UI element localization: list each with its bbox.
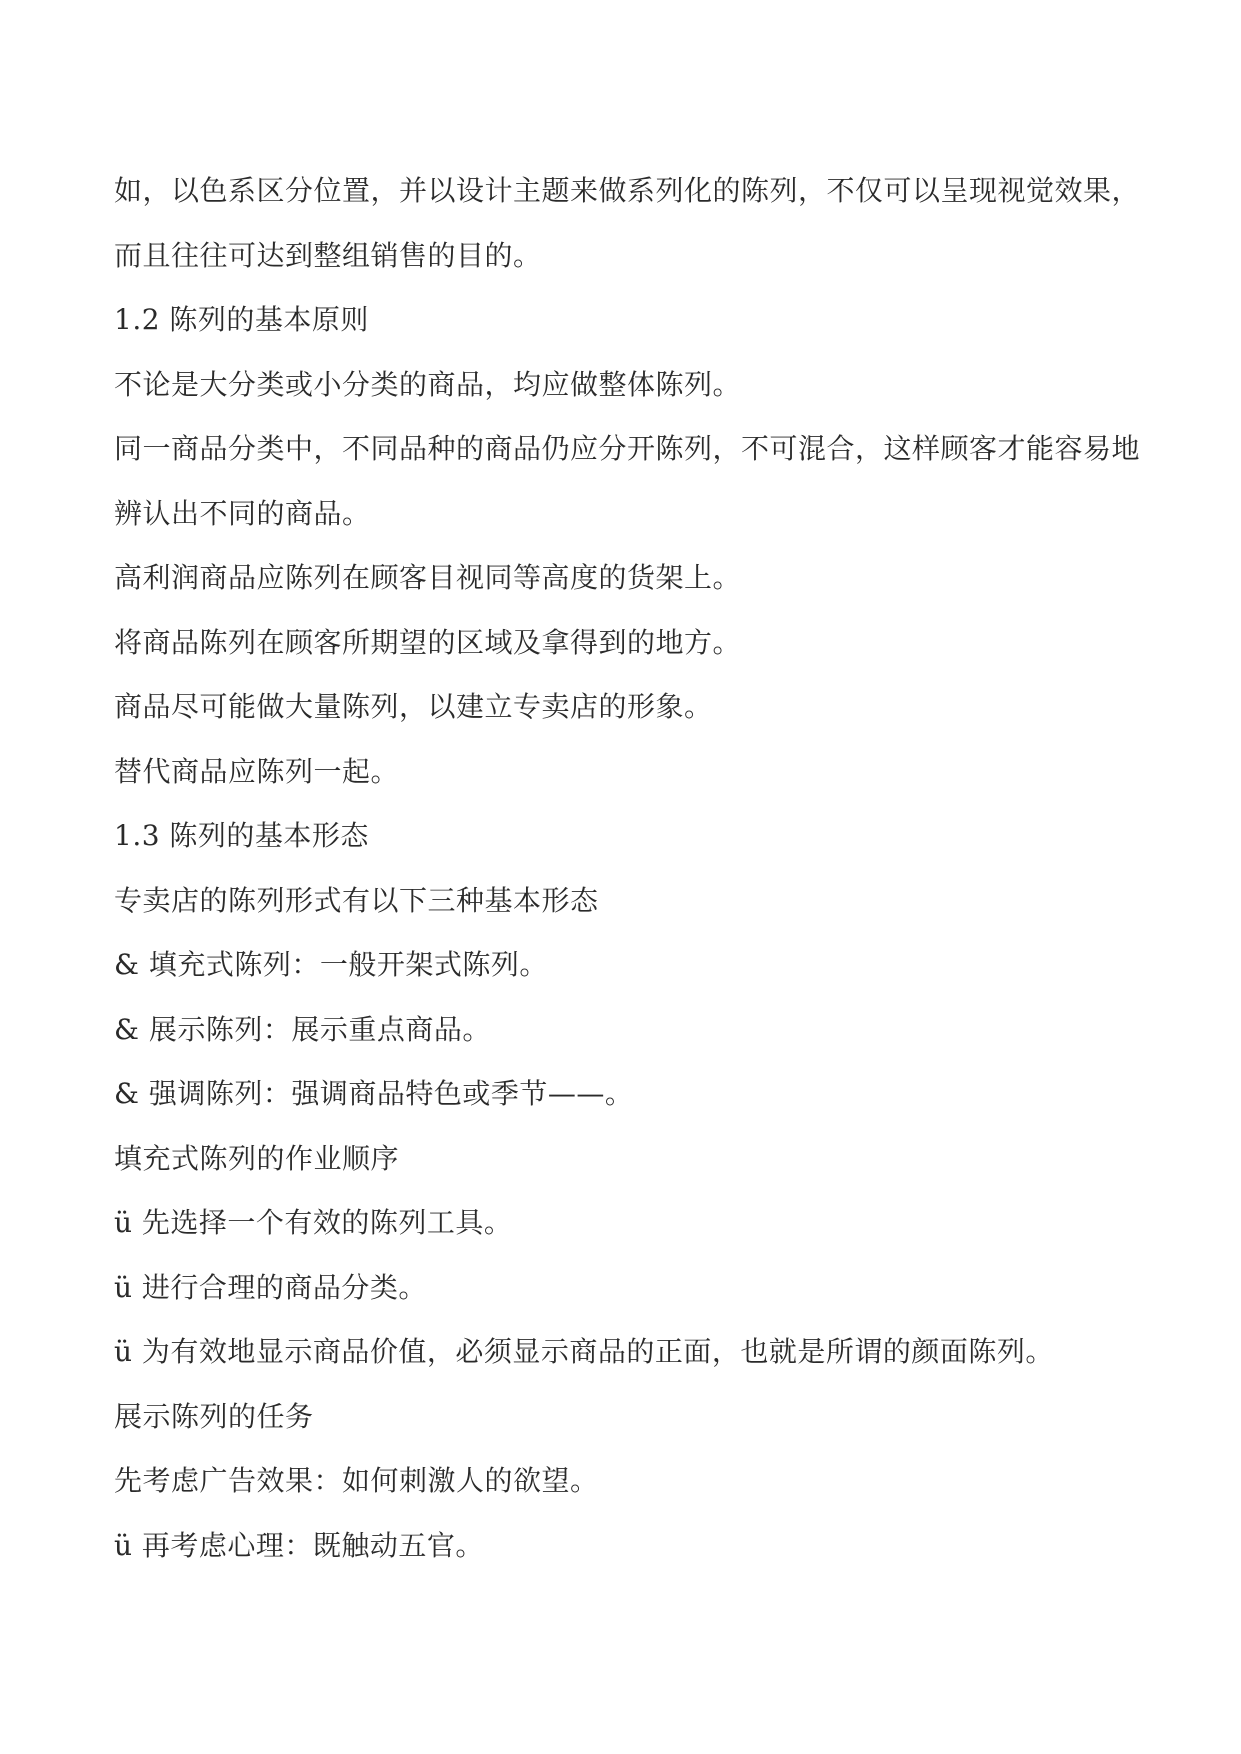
- list-item: ü 先选择一个有效的陈列工具。: [114, 1206, 513, 1239]
- list-item: ü 再考虑心理：既触动五官。: [114, 1528, 484, 1562]
- paragraph-line: 高利润商品应陈列在顾客目视同等高度的货架上。: [114, 561, 742, 594]
- paragraph-line: 不论是大分类或小分类的商品，均应做整体陈列。: [114, 367, 742, 401]
- document-body: [114, 159, 1194, 1578]
- paragraph-line: 展示陈列的任务: [114, 1399, 314, 1433]
- list-item: & 展示陈列：展示重点商品。: [114, 1012, 491, 1046]
- paragraph-line: 如，以色系区分位置，并以设计主题来做系列化的陈列，不仅可以呈现视觉效果，: [114, 174, 1141, 207]
- paragraph-line: 专卖店的陈列形式有以下三种基本形态: [114, 883, 599, 917]
- paragraph-line: 而且往往可达到整组销售的目的。: [114, 238, 542, 272]
- paragraph-line: 辨认出不同的商品。: [114, 496, 371, 530]
- paragraph-line: 先考虑广告效果：如何刺激人的欲望。: [114, 1464, 599, 1497]
- list-item: ü 为有效地显示商品价值，必须显示商品的正面，也就是所谓的颜面陈列。: [114, 1335, 1054, 1368]
- section-heading: 1.3 陈列的基本形态: [114, 819, 369, 852]
- paragraph-line: 填充式陈列的作业顺序: [114, 1141, 400, 1175]
- paragraph-line: 同一商品分类中，不同品种的商品仍应分开陈列，不可混合，这样顾客才能容易地: [114, 432, 1141, 465]
- section-heading: 1.2 陈列的基本原则: [114, 303, 369, 336]
- paragraph-line: 替代商品应陈列一起。: [114, 754, 400, 788]
- paragraph-line: 商品尽可能做大量陈列，以建立专卖店的形象。: [114, 690, 713, 723]
- list-item: & 填充式陈列：一般开架式陈列。: [114, 948, 548, 981]
- paragraph-line: 将商品陈列在顾客所期望的区域及拿得到的地方。: [114, 625, 742, 659]
- list-item: ü 进行合理的商品分类。: [114, 1270, 427, 1304]
- list-item: & 强调陈列：强调商品特色或季节——。: [114, 1077, 634, 1110]
